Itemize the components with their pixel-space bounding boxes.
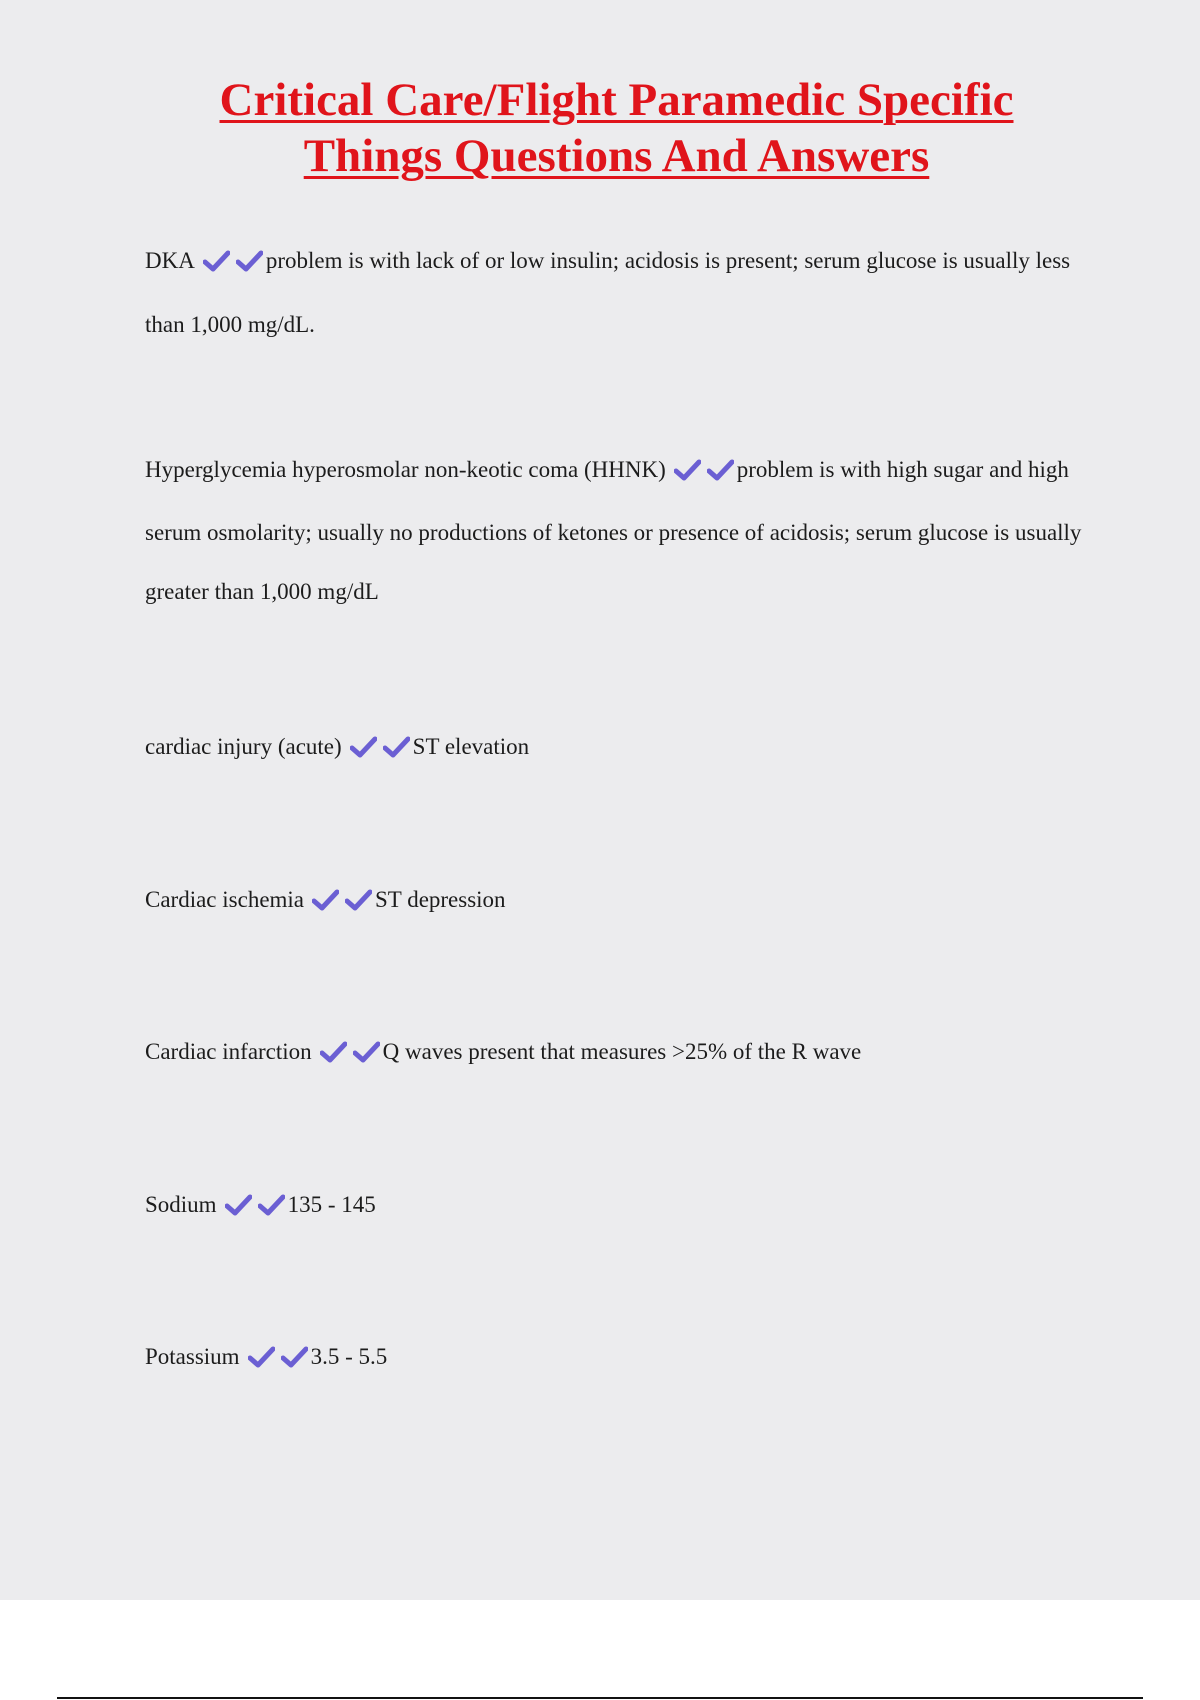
check-icon [281,1346,308,1368]
qa-answer: problem is with high sugar and high serum osmolarity; usually no productions of ketones or presence of acidosis; serum glucose is usually greater than 1,000 mg/dL [145,457,1082,604]
title-line-2: Things Questions And Answers [303,130,930,182]
qa-item [145,1185,1095,1229]
qa-term: Cardiac ischemia [145,887,305,912]
qa-term: DKA [145,248,195,273]
check-icon [345,889,372,911]
qa-answer: 3.5 - 5.5 [310,1344,388,1369]
qa-term: Hyperglycemia hyperosmolar non-keotic coma (HHNK) [145,457,666,482]
qa-answer: 135 - 145 [287,1192,376,1217]
answer-checks [674,444,734,503]
qa-item [145,727,1095,771]
check-icon [203,250,230,272]
check-icon [312,889,339,911]
check-icon [225,1194,252,1216]
qa-item [145,231,1095,355]
qa-item [145,440,1095,621]
answer-checks [248,1341,308,1381]
qa-term: cardiac injury (acute) [145,734,342,759]
document-title [100,72,1133,184]
footer-divider [57,1697,1143,1699]
qa-item [145,1032,1095,1076]
answer-checks [312,884,372,924]
qa-answer: ST depression [375,887,506,912]
check-icon [383,736,410,758]
check-icon [353,1041,380,1063]
title-line-1: Critical Care/Flight Paramedic Specific [219,74,1014,126]
check-icon [320,1041,347,1063]
qa-term: Cardiac infarction [145,1039,312,1064]
qa-term: Potassium [145,1344,240,1369]
answer-checks [320,1036,380,1076]
qa-answer: problem is with lack of or low insulin; acidosis is present; serum glucose is usually less than 1,000 mg/dL. [145,248,1071,337]
qa-item [145,880,1095,924]
qa-answer: ST elevation [412,734,530,759]
answer-checks [203,235,263,295]
answer-checks [225,1189,285,1229]
check-icon [674,459,701,481]
check-icon [707,459,734,481]
check-icon [248,1346,275,1368]
qa-term: Sodium [145,1192,217,1217]
qa-item [145,1337,1095,1381]
qa-answer: Q waves present that measures >25% of the R wave [382,1039,862,1064]
answer-checks [350,731,410,771]
check-icon [350,736,377,758]
check-icon [258,1194,285,1216]
check-icon [236,250,263,272]
